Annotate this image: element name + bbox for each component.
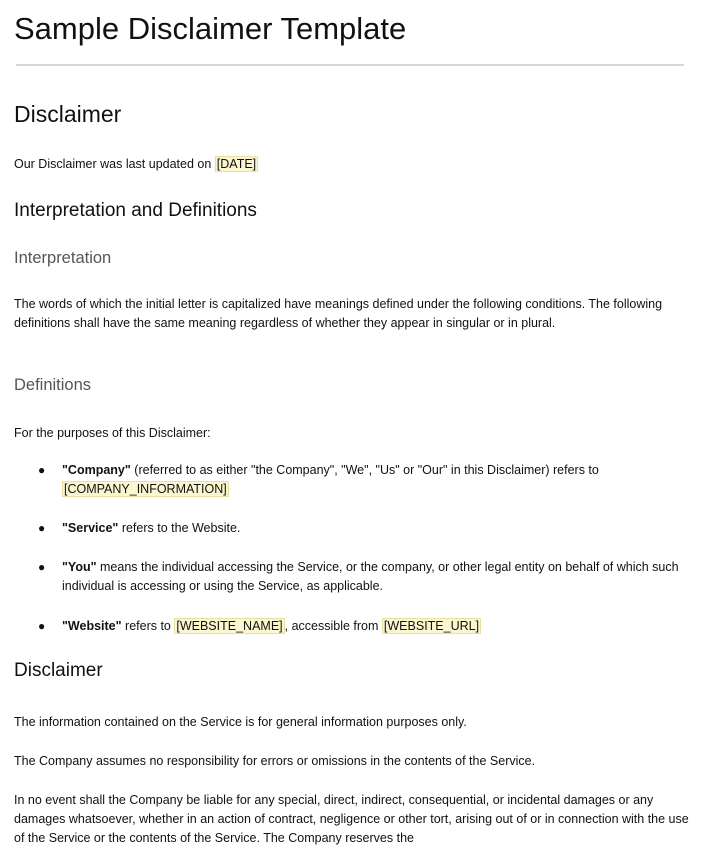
bullet-icon: ● xyxy=(38,463,46,477)
disclaimer-paragraph-2: The Company assumes no responsibility for errors or omissions in the contents of the Service. xyxy=(14,754,536,768)
definitions-heading: Definitions xyxy=(14,376,92,394)
website-name-placeholder: [WEBSITE_NAME] xyxy=(176,619,283,633)
disclaimer-paragraph-3: In no event shall the Company be liable for any special, direct, indirect, consequential, or incidental damages or any damages whatsoever, whether in an action of contract, negligence or other tort, arising out of or in connection with the use of the Service or the contents of the Service. The Company reserves the xyxy=(14,793,689,845)
title-divider xyxy=(16,64,684,66)
definition-item-service xyxy=(62,519,688,538)
definition-item-website xyxy=(62,617,688,636)
disclaimer-paragraph-1: The information contained on the Service is for general information purposes only. xyxy=(14,715,467,729)
disclaimer-heading: Disclaimer xyxy=(14,101,122,127)
company-information-placeholder: [COMPANY_INFORMATION] xyxy=(64,482,227,496)
definitions-intro: For the purposes of this Disclaimer: xyxy=(14,426,211,440)
definition-term: "Website" xyxy=(62,619,122,633)
disclaimer-section-heading: Disclaimer xyxy=(14,660,103,681)
bullet-icon: ● xyxy=(38,521,46,535)
definition-term: "Company" xyxy=(62,463,131,477)
definition-term: "You" xyxy=(62,560,97,574)
interpretation-definitions-heading: Interpretation and Definitions xyxy=(14,200,257,221)
document-title: Sample Disclaimer Template xyxy=(14,11,407,46)
definition-item-company xyxy=(62,461,688,499)
definition-text: refers to xyxy=(121,619,175,633)
definition-text: means the individual accessing the Service, or the company, or other legal entity on behalf of which such individual is accessing or using the Service, as applicable. xyxy=(62,560,679,593)
date-placeholder: [DATE] xyxy=(216,157,257,171)
definition-text-continued: , accessible from xyxy=(284,619,382,633)
definition-text: (referred to as either "the Company", "We", "Us" or "Our" in this Disclaimer) refers to xyxy=(130,463,599,477)
definition-term: "Service" xyxy=(62,521,119,535)
definition-item-you xyxy=(62,558,688,596)
bullet-icon: ● xyxy=(38,619,46,633)
interpretation-heading: Interpretation xyxy=(14,249,112,267)
website-url-placeholder: [WEBSITE_URL] xyxy=(383,619,480,633)
last-updated-line xyxy=(14,155,700,174)
definition-text: refers to the Website. xyxy=(118,521,241,535)
last-updated-text: Our Disclaimer was last updated on xyxy=(14,157,215,171)
interpretation-paragraph: The words of which the initial letter is capitalized have meanings defined under the following conditions. The following definitions shall have the same meaning regardless of whether they appear in singular or in plural. xyxy=(14,297,663,330)
bullet-icon: ● xyxy=(38,560,46,574)
